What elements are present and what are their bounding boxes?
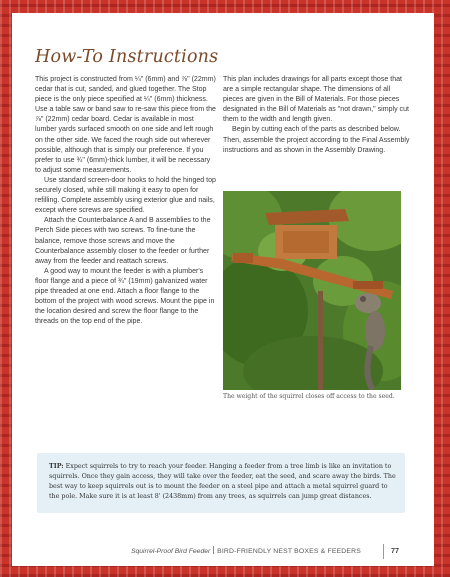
paragraph: This project is constructed from ¼" (6mm) and ⅞" (22mm) cedar that is cut, sanded, and glued together. The Stop piece is the only piece specified at ¼" (6mm) thickness. Use a table saw or band saw to re-saw this piece from the ⅞" (22mm) cedar board. Cedar is available in most lumber yards surfaced smooth on one side and left rough on the other side. We faced the rough side out wherever possible, although that is simply our preference. If you prefer to use ¾" (6mm)-thick lumber, it will be necessary to adjust some measurements. [35,76,216,174]
paragraph: Use standard screen-door hooks to hold the hinged top securely closed, while still making it easy to open for refilling. Complete assembly using exterior glue and nails, except where screws are specified. [35,176,216,215]
tip-text-block [49,462,399,502]
tip-box [37,453,405,513]
paragraph: A good way to mount the feeder is with a plumber's floor flange and a piece of ¾" (19mm) galvanized water pipe threaded at one end. Attach a floor flange to the bottom of the project with wood screws. Mount the pipe in the location desired and screw the floor flange to the threads on the top end of the pipe. [35,267,215,326]
left-column [35,75,216,327]
footer-section-title: BIRD-FRIENDLY NEST BOXES & FEEDERS [217,548,361,555]
squirrel-feeder-photo [223,191,401,390]
photo-caption: The weight of the squirrel closes off access to the seed. [223,393,395,400]
page-footer [12,543,434,563]
tip-text: Expect squirrels to try to reach your feeder. Hanging a feeder from a tree limb is like an invitation to squirrels. Once they gain access, they will take over the feeder, eat the seed, and scare away the birds. The best way to keep squirrels out is to mount the feeder on a steel pipe and attach a metal squirrel guard to the pole. Make sure it is at least 8' (2438mm) from any trees, as squirrels can jump great distances. [49,463,396,501]
footer-separator [213,546,214,554]
right-column [223,75,411,156]
paragraph: Begin by cutting each of the parts as described below. Then, assemble the project according to the Final Assembly instructions and as shown in the Assembly Drawing. [223,126,410,154]
paragraph: This plan includes drawings for all parts except those that are a simple rectangular shape. The dimensions of all pieces are given in the Bill of Materials. For those pieces designated in the Bill of Materials as "not drawn," simply cut them to the width and length given. [223,76,409,124]
tip-label: TIP: [49,463,64,470]
footer-running-head [131,546,361,555]
paragraph: Attach the Counterbalance A and B assemblies to the Perch Side pieces with two screws. To fine-tune the balance, remove those screws and move the Counterbalance assembly closer to the feeder or further away from the feeder and reattach screws. [35,217,211,265]
footer-divider [383,544,384,559]
book-page [12,13,434,566]
page-number: 77 [391,546,399,555]
footer-book-title: Squirrel-Proof Bird Feeder [130,548,211,555]
section-heading: How-To Instructions [35,47,219,67]
